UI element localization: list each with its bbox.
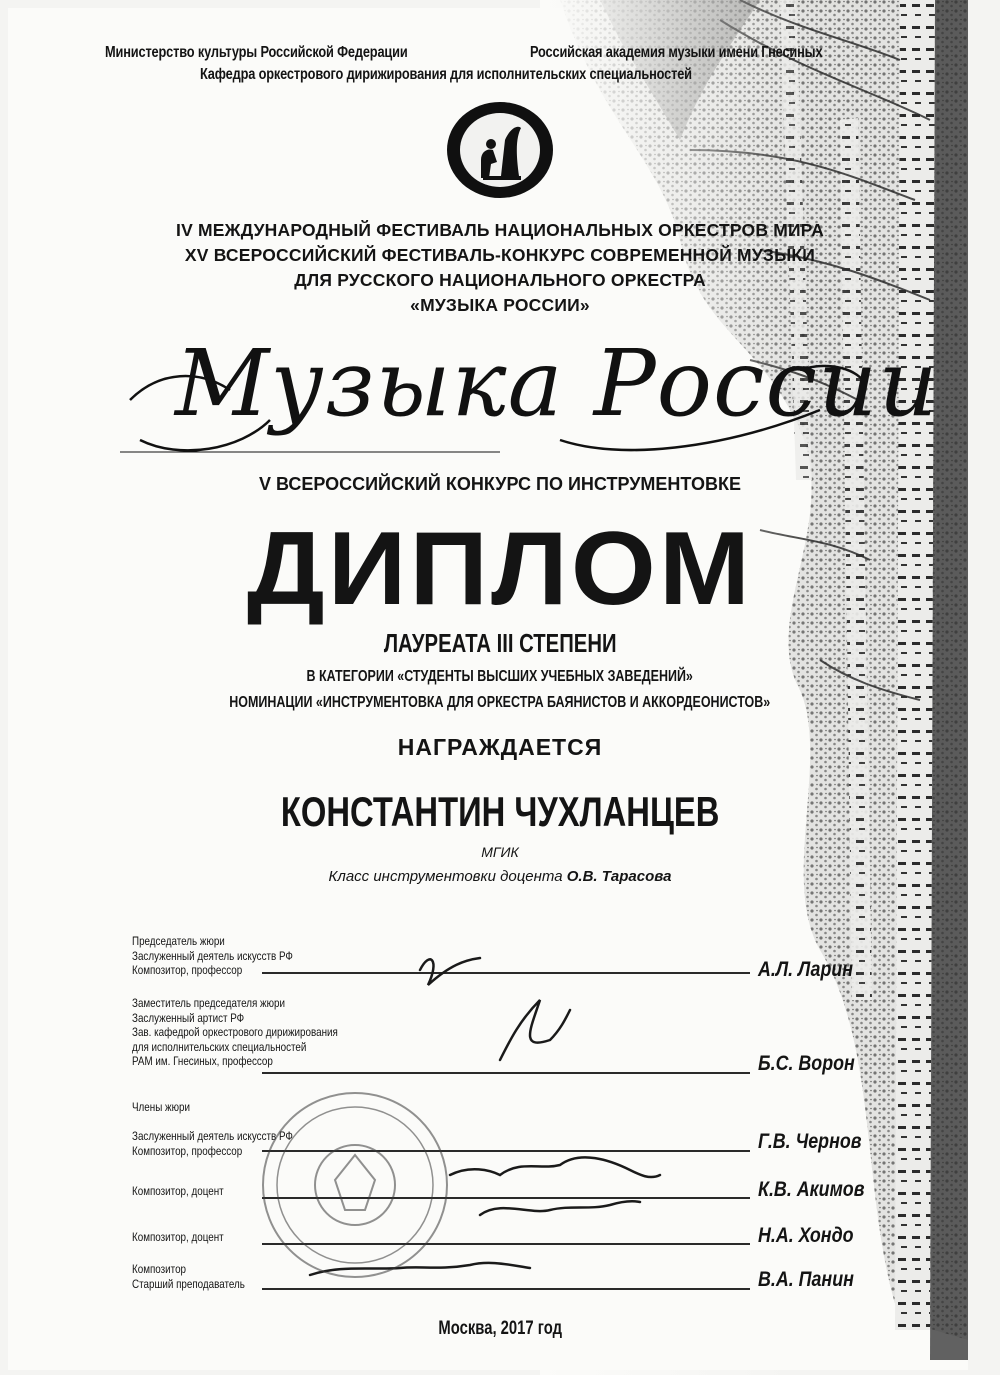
- juror-name-3: Г.В. Чернов: [758, 1130, 862, 1153]
- script-title: Музыка России: [175, 330, 939, 437]
- recipient-name: КОНСТАНТИН ЧУХЛАНЦЕВ: [280, 788, 720, 835]
- jury-role-line: Старший преподаватель: [132, 1276, 245, 1291]
- nomination-text: НОМИНАЦИИ «ИНСТРУМЕНТОВКА ДЛЯ ОРКЕСТРА БАЯНИСТОВ И АККОРДЕОНИСТОВ»: [229, 694, 771, 711]
- teacher-name: О.В. Тарасова: [566, 868, 672, 885]
- festival-line-4: «МУЗЫКА РОССИИ»: [410, 295, 590, 315]
- diploma-title: ДИПЛОМ: [246, 511, 754, 627]
- jury-role-line: РАМ им. Гнесиных, профессор: [132, 1054, 273, 1068]
- laureate-wrap: [0, 628, 1000, 659]
- footer-wrap: [0, 1318, 1000, 1340]
- jury-role-line: Заслуженный деятель искусств РФ: [132, 1129, 293, 1143]
- jury-role-line: Заслуженный деятель искусств РФ: [132, 948, 293, 963]
- jury-role-line: Члены жюри: [132, 1100, 190, 1114]
- jury-role-line: для исполнительских специальностей: [132, 1039, 307, 1054]
- juror-name-5: Н.А. Хондо: [758, 1224, 854, 1247]
- footer-place-date: Москва, 2017 год: [438, 1318, 562, 1339]
- festival-line-3: ДЛЯ РУССКОГО НАЦИОНАЛЬНОГО ОРКЕСТРА: [294, 270, 706, 290]
- awarded-text: НАГРАЖДАЕТСЯ: [397, 734, 603, 760]
- signatures-and-seal-icon: [250, 930, 670, 1290]
- jury-role-line: Композитор, профессор: [132, 1143, 243, 1158]
- category-wrap: [0, 668, 1000, 686]
- recipient-institution: МГИК: [481, 844, 519, 860]
- juror-name-1: А.Л. Ларин: [758, 958, 854, 981]
- class-prefix: Класс инструментовки доцента: [328, 868, 563, 885]
- competition-title: V ВСЕРОССИЙСКИЙ КОНКУРС ПО ИНСТРУМЕНТОВКЕ: [259, 474, 741, 494]
- festival-line-1: IV МЕЖДУНАРОДНЫЙ ФЕСТИВАЛЬ НАЦИОНАЛЬНЫХ ОРКЕСТРОВ МИРА: [176, 220, 824, 240]
- jury-role-4: [132, 1184, 224, 1199]
- ministry-header: Министерство культуры Российской Федерации: [105, 44, 408, 61]
- jury-role-5: [132, 1230, 224, 1245]
- jury-role-line: Председатель жюри: [132, 934, 225, 948]
- jury-role-line: Композитор, профессор: [132, 963, 243, 977]
- laureate-degree: ЛАУРЕАТА III СТЕПЕНИ: [383, 628, 617, 658]
- juror-name-6: В.А. Панин: [758, 1268, 854, 1291]
- nomination-wrap: [0, 694, 1000, 712]
- department-header: Кафедра оркестрового дирижирования для исполнительских специальностей: [200, 66, 692, 83]
- academy-emblem-icon: [445, 100, 555, 200]
- academy-header: Российская академия музыки имени Гнесиных: [530, 44, 823, 61]
- jury-role-line: Композитор, доцент: [132, 1230, 224, 1244]
- class-line: [0, 868, 1000, 885]
- jury-role-line: Заслуженный артист РФ: [132, 1010, 245, 1025]
- jury-role-line: Зав. кафедрой оркестрового дирижирования: [132, 1025, 338, 1039]
- jury-role-line: Композитор: [132, 1262, 187, 1276]
- category-text: В КАТЕГОРИИ «СТУДЕНТЫ ВЫСШИХ УЧЕБНЫХ ЗАВЕДЕНИЙ»: [306, 668, 694, 685]
- festival-line-2: XV ВСЕРОССИЙСКИЙ ФЕСТИВАЛЬ-КОНКУРС СОВРЕМЕННОЙ МУЗЫКИ: [184, 245, 816, 265]
- recipient-wrap: [0, 788, 1000, 836]
- juror-name-2: Б.С. Ворон: [758, 1052, 855, 1075]
- jury-role-6: [132, 1262, 245, 1291]
- jury-role-line: Композитор, доцент: [132, 1184, 224, 1198]
- juror-name-4: К.В. Акимов: [758, 1178, 865, 1201]
- jury-role-line: Заместитель председателя жюри: [132, 996, 285, 1010]
